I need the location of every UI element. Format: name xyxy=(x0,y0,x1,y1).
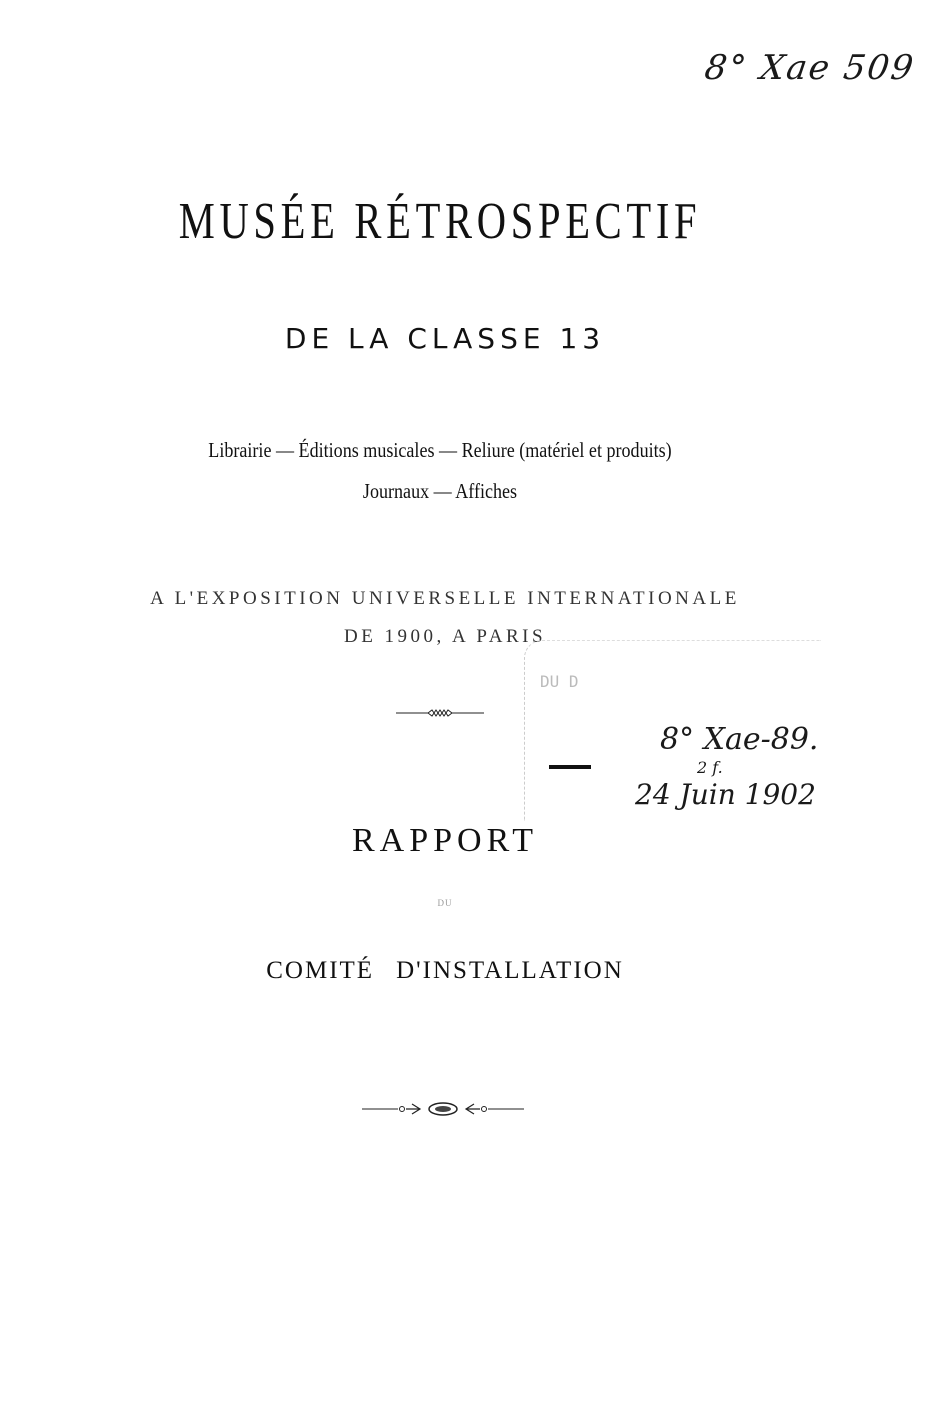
small-flourish-divider-icon xyxy=(396,708,484,718)
committee-word-2: D'INSTALLATION xyxy=(396,957,624,984)
page-title: MUSÉE RÉTROSPECTIF xyxy=(178,193,702,250)
stamp-handwritten-price: 2 f. xyxy=(697,758,723,777)
exposition-line-1: A L'EXPOSITION UNIVERSELLE INTERNATIONALE xyxy=(150,588,740,609)
exposition-line-2: DE 1900, A PARIS xyxy=(343,626,547,647)
committee-title xyxy=(0,957,890,985)
stamp-dash-mark xyxy=(549,765,591,769)
stamp-printed-text: DU D xyxy=(540,672,579,691)
report-title: RAPPORT xyxy=(351,822,538,859)
topics-line-1: Librairie — Éditions musicales — Reliure (matériel et produits) xyxy=(208,438,672,462)
stamp-handwritten-date: 24 Juin 1902 xyxy=(635,778,816,811)
page-subtitle: DE LA CLASSE 13 xyxy=(284,322,606,355)
handwritten-call-number: 8° Xae 509 xyxy=(702,48,918,88)
report-connector: DU xyxy=(437,898,453,908)
large-flourish-divider-icon xyxy=(362,1100,524,1118)
committee-word-1: COMITÉ xyxy=(266,957,375,984)
stamp-handwritten-reference: 8° Xae-89. xyxy=(660,722,819,757)
topics-line-2: Journaux — Affiches xyxy=(362,479,518,503)
